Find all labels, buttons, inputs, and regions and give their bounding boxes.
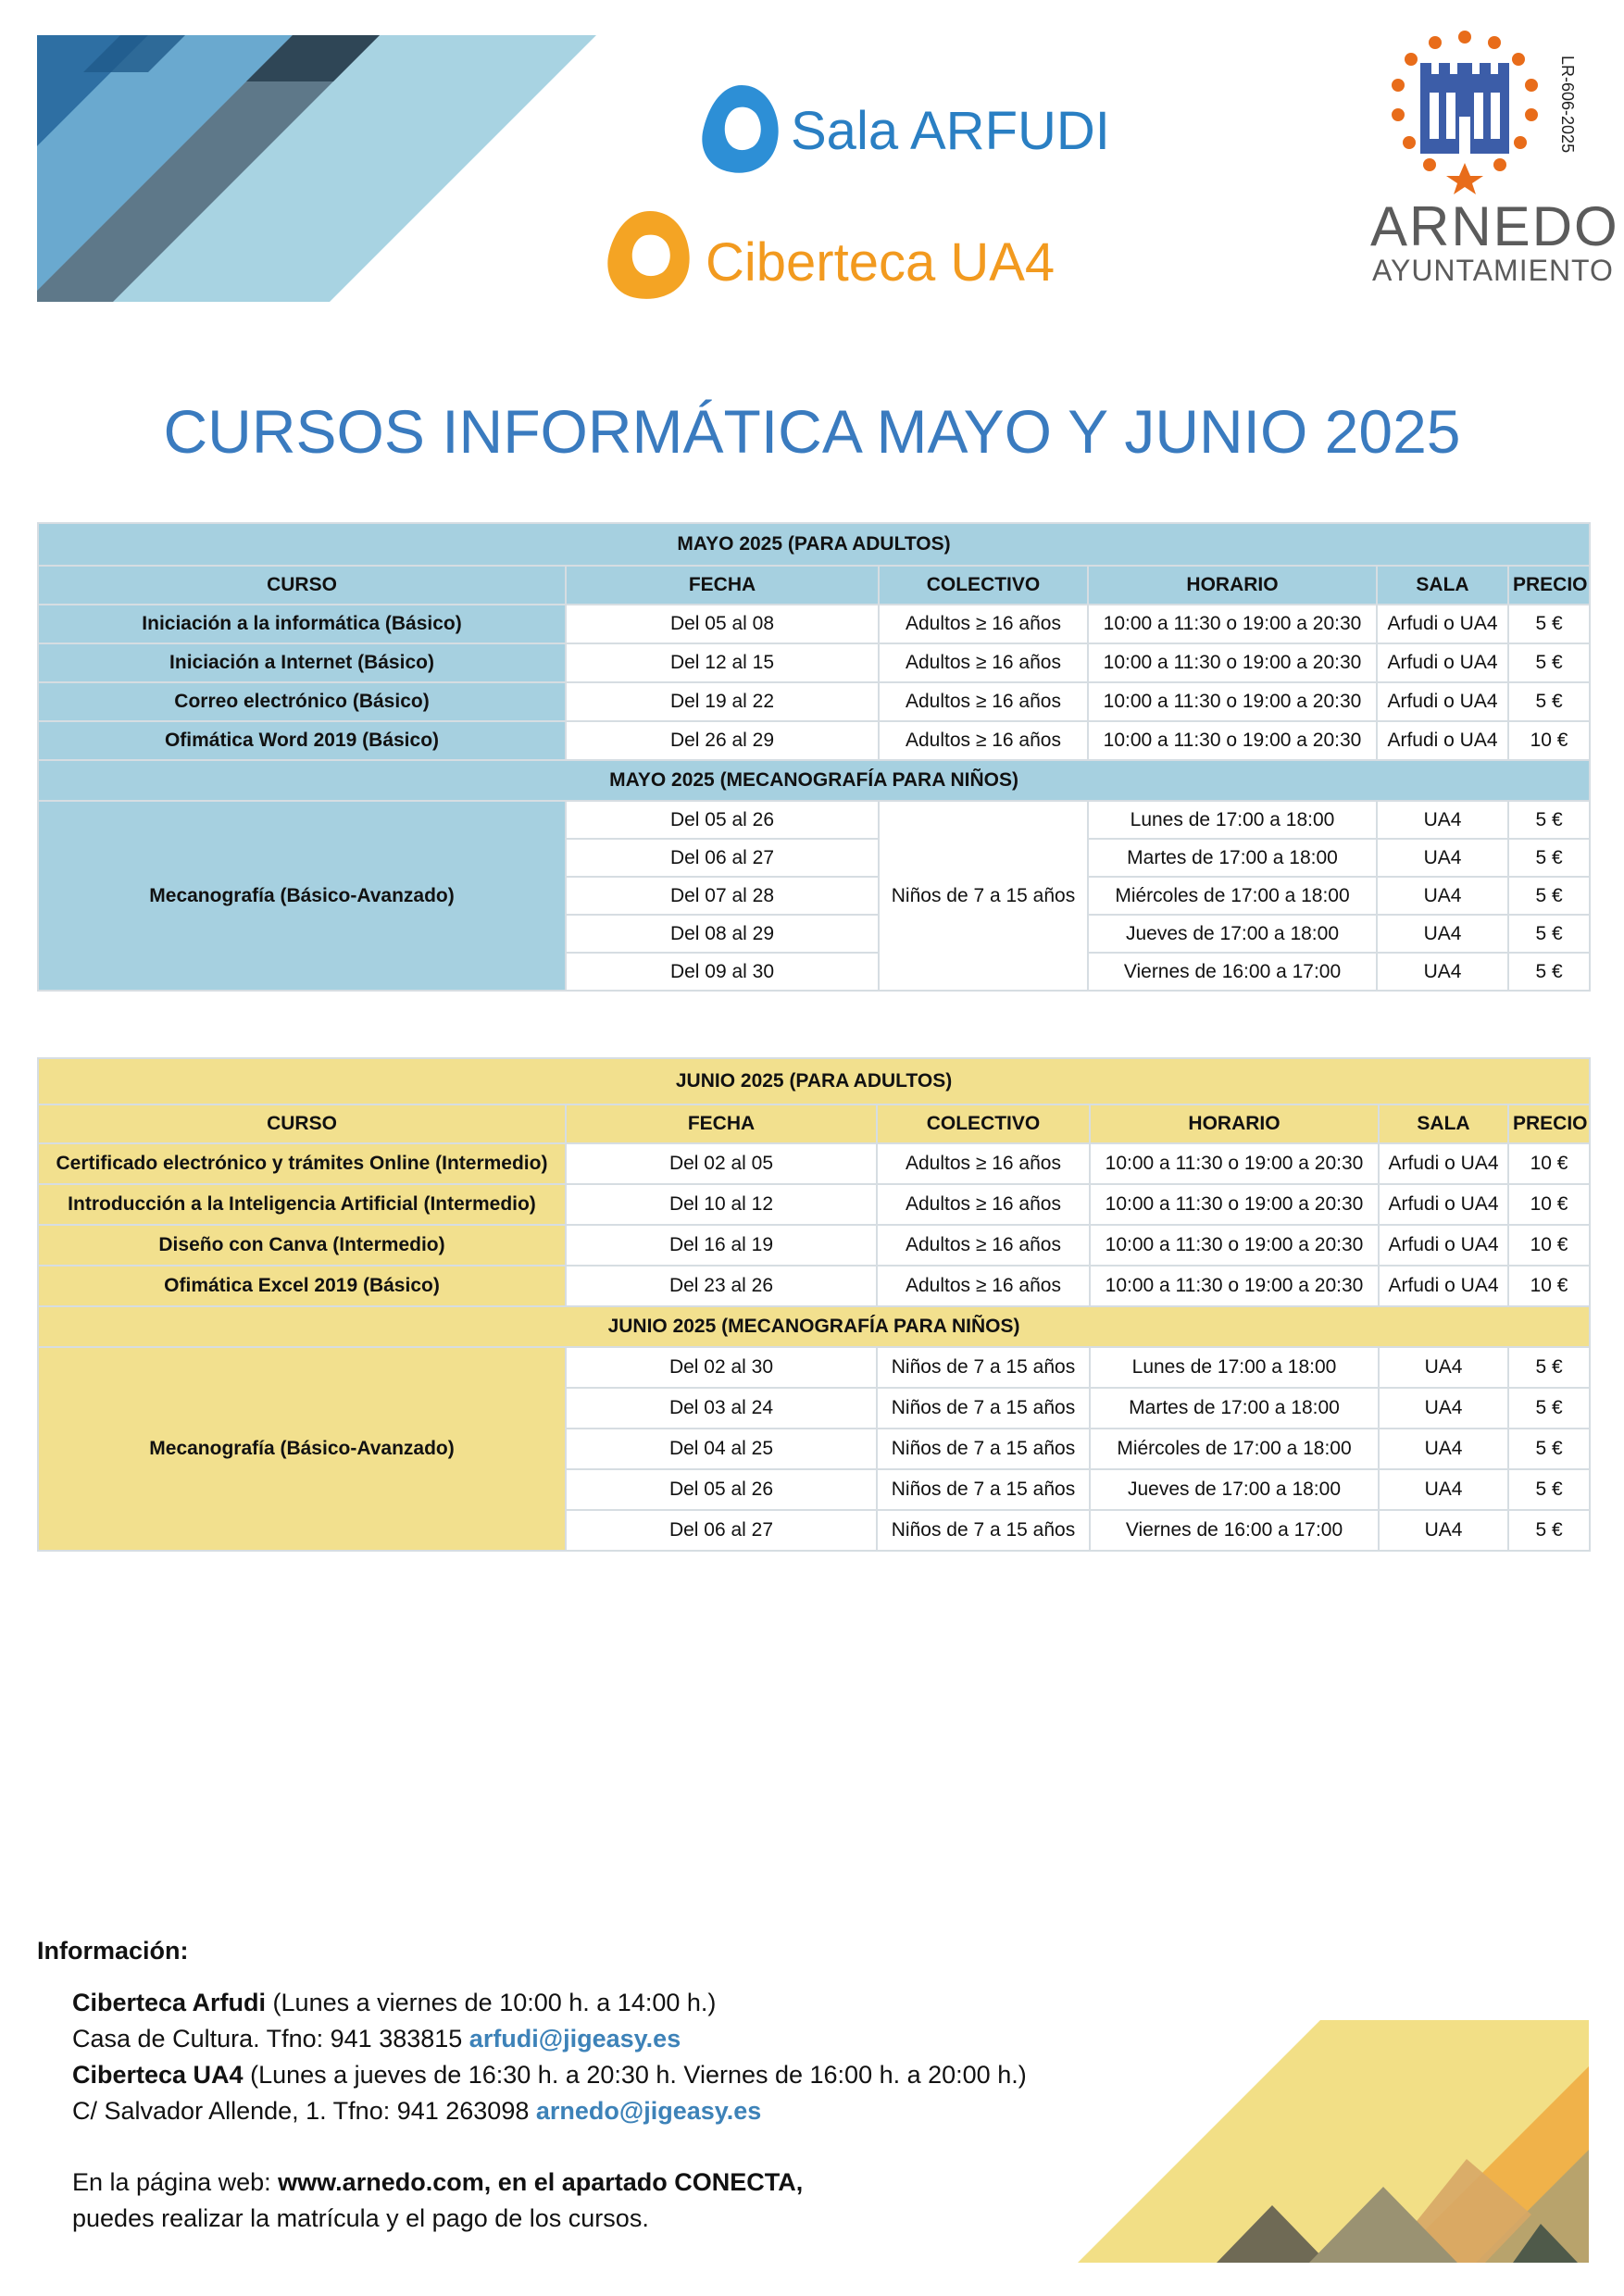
course-date: Del 06 al 27: [566, 839, 879, 877]
mayo-schedule-table: [37, 522, 1591, 992]
column-header: FECHA: [566, 566, 879, 605]
table-row: [38, 682, 1590, 721]
course-date: Del 10 al 12: [566, 1184, 877, 1225]
contact-details: [72, 1985, 1183, 2129]
course-room: Arfudi o UA4: [1377, 643, 1508, 682]
crest-code: LR-606-2025: [1558, 56, 1577, 154]
column-header: CURSO: [38, 566, 566, 605]
course-date: Del 12 al 15: [566, 643, 879, 682]
table-row: [38, 1184, 1590, 1225]
course-name: Ofimática Word 2019 (Básico): [38, 721, 566, 760]
arfudi-name: Ciberteca Arfudi: [72, 1989, 267, 2016]
course-name: Certificado electrónico y trámites Online (Intermedio): [38, 1143, 566, 1184]
course-name: Iniciación a la informática (Básico): [38, 605, 566, 643]
course-room: UA4: [1379, 1347, 1508, 1388]
course-name: Diseño con Canva (Intermedio): [38, 1225, 566, 1266]
course-room: UA4: [1379, 1510, 1508, 1551]
course-price: 5 €: [1508, 605, 1590, 643]
course-audience: Adultos ≥ 16 años: [879, 643, 1088, 682]
column-header: HORARIO: [1088, 566, 1377, 605]
ciberteca-ua4-logo: [602, 206, 1102, 315]
mayo-adults-title: MAYO 2025 (PARA ADULTOS): [38, 523, 1590, 566]
course-date: Del 04 al 25: [566, 1429, 877, 1469]
course-audience: Adultos ≥ 16 años: [879, 605, 1088, 643]
course-price: 5 €: [1508, 915, 1590, 953]
course-schedule: Miércoles de 17:00 a 18:00: [1090, 1429, 1379, 1469]
course-price: 5 €: [1508, 839, 1590, 877]
column-header: SALA: [1379, 1104, 1508, 1143]
course-price: 5 €: [1508, 1510, 1590, 1551]
column-header: COLECTIVO: [877, 1104, 1090, 1143]
arfudi-email-link[interactable]: arfudi@jigeasy.es: [468, 2025, 681, 2053]
course-audience: Adultos ≥ 16 años: [877, 1184, 1090, 1225]
course-date: Del 05 al 26: [566, 1469, 877, 1510]
column-header: CURSO: [38, 1104, 566, 1143]
course-date: Del 08 al 29: [566, 915, 879, 953]
course-audience: Adultos ≥ 16 años: [877, 1266, 1090, 1306]
table-row: [38, 1347, 1590, 1388]
course-schedule: 10:00 a 11:30 o 19:00 a 20:30: [1088, 721, 1377, 760]
course-date: Del 19 al 22: [566, 682, 879, 721]
course-room: Arfudi o UA4: [1377, 721, 1508, 760]
course-schedule: Miércoles de 17:00 a 18:00: [1088, 877, 1377, 915]
course-room: UA4: [1377, 953, 1508, 991]
column-header: PRECIO: [1508, 1104, 1590, 1143]
table-row: [38, 643, 1590, 682]
course-price: 5 €: [1508, 1388, 1590, 1429]
arfudi-address: Casa de Cultura. Tfno: 941 383815: [72, 2025, 469, 2053]
course-date: Del 26 al 29: [566, 721, 879, 760]
table-row: [38, 801, 1590, 839]
course-name: Introducción a la Inteligencia Artificial (Intermedio): [38, 1184, 566, 1225]
course-price: 5 €: [1508, 1347, 1590, 1388]
column-header: COLECTIVO: [879, 566, 1088, 605]
course-schedule: Jueves de 17:00 a 18:00: [1090, 1469, 1379, 1510]
course-date: Del 16 al 19: [566, 1225, 877, 1266]
column-header: HORARIO: [1090, 1104, 1379, 1143]
top-left-banner-graphic: [37, 35, 596, 302]
course-schedule: Lunes de 17:00 a 18:00: [1090, 1347, 1379, 1388]
course-name: Iniciación a Internet (Básico): [38, 643, 566, 682]
course-schedule: Jueves de 17:00 a 18:00: [1088, 915, 1377, 953]
course-price: 10 €: [1508, 1266, 1590, 1306]
course-room: Arfudi o UA4: [1379, 1184, 1508, 1225]
course-date: Del 05 al 08: [566, 605, 879, 643]
course-room: Arfudi o UA4: [1377, 605, 1508, 643]
course-audience: Adultos ≥ 16 años: [877, 1143, 1090, 1184]
course-date: Del 03 al 24: [566, 1388, 877, 1429]
course-schedule: 10:00 a 11:30 o 19:00 a 20:30: [1090, 1184, 1379, 1225]
course-date: Del 07 al 28: [566, 877, 879, 915]
course-price: 5 €: [1508, 953, 1590, 991]
course-schedule: Martes de 17:00 a 18:00: [1088, 839, 1377, 877]
course-schedule: Viernes de 16:00 a 17:00: [1088, 953, 1377, 991]
column-header: PRECIO: [1508, 566, 1590, 605]
column-header: FECHA: [566, 1104, 877, 1143]
course-name: Ofimática Excel 2019 (Básico): [38, 1266, 566, 1306]
course-schedule: 10:00 a 11:30 o 19:00 a 20:30: [1088, 643, 1377, 682]
course-date: Del 02 al 30: [566, 1347, 877, 1388]
sala-arfudi-text: Sala ARFUDI: [791, 101, 1110, 161]
ua4-email-link[interactable]: arnedo@jigeasy.es: [535, 2097, 762, 2125]
course-price: 10 €: [1508, 1184, 1590, 1225]
course-date: Del 05 al 26: [566, 801, 879, 839]
course-price: 5 €: [1508, 682, 1590, 721]
course-schedule: 10:00 a 11:30 o 19:00 a 20:30: [1088, 682, 1377, 721]
course-audience: Niños de 7 a 15 años: [877, 1429, 1090, 1469]
course-schedule: Viernes de 16:00 a 17:00: [1090, 1510, 1379, 1551]
course-audience: Adultos ≥ 16 años: [879, 682, 1088, 721]
course-audience: Niños de 7 a 15 años: [877, 1388, 1090, 1429]
crest-name: ARNEDO: [1370, 195, 1619, 257]
course-date: Del 02 al 05: [566, 1143, 877, 1184]
course-audience: Adultos ≥ 16 años: [879, 721, 1088, 760]
ua4-hours: (Lunes a jueves de 16:30 h. a 20:30 h. Viernes de 16:00 h. a 20:00 h.): [243, 2061, 1027, 2089]
course-price: 10 €: [1508, 1143, 1590, 1184]
course-room: Arfudi o UA4: [1379, 1266, 1508, 1306]
course-room: UA4: [1377, 801, 1508, 839]
course-audience: Adultos ≥ 16 años: [877, 1225, 1090, 1266]
info-label: Información:: [37, 1937, 189, 1965]
course-room: Arfudi o UA4: [1379, 1143, 1508, 1184]
course-audience: Niños de 7 a 15 años: [877, 1510, 1090, 1551]
course-price: 5 €: [1508, 801, 1590, 839]
course-name: Correo electrónico (Básico): [38, 682, 566, 721]
mayo-kids-title: MAYO 2025 (MECANOGRAFÍA PARA NIÑOS): [38, 760, 1590, 801]
kids-audience: Niños de 7 a 15 años: [879, 801, 1088, 991]
course-schedule: Martes de 17:00 a 18:00: [1090, 1388, 1379, 1429]
table-row: [38, 1266, 1590, 1306]
web-note-line2: puedes realizar la matrícula y el pago de los cursos.: [72, 2204, 649, 2232]
arfudi-swirl-icon: [696, 80, 787, 180]
bottom-right-banner-graphic: [1078, 2020, 1589, 2263]
course-room: UA4: [1377, 877, 1508, 915]
course-date: Del 09 al 30: [566, 953, 879, 991]
course-price: 5 €: [1508, 1469, 1590, 1510]
ua4-name: Ciberteca UA4: [72, 2061, 244, 2089]
course-price: 5 €: [1508, 877, 1590, 915]
table-row: [38, 605, 1590, 643]
table-row: [38, 1225, 1590, 1266]
arfudi-hours: (Lunes a viernes de 10:00 h. a 14:00 h.): [266, 1989, 717, 2016]
course-room: Arfudi o UA4: [1377, 682, 1508, 721]
web-note: [72, 2165, 1183, 2237]
junio-kids-title: JUNIO 2025 (MECANOGRAFÍA PARA NIÑOS): [38, 1306, 1590, 1347]
course-price: 10 €: [1508, 721, 1590, 760]
page-title: CURSOS INFORMÁTICA MAYO Y JUNIO 2025: [163, 397, 1461, 466]
castle-crest-icon: [1372, 28, 1557, 194]
junio-schedule-table: [37, 1057, 1591, 1552]
crest-subtitle: AYUNTAMIENTO: [1372, 254, 1614, 287]
course-room: Arfudi o UA4: [1379, 1225, 1508, 1266]
arnedo-ayuntamiento-crest: [1361, 28, 1619, 296]
course-audience: Niños de 7 a 15 años: [877, 1469, 1090, 1510]
ciberteca-ua4-text: Ciberteca UA4: [706, 232, 1056, 293]
web-prefix: En la página web:: [72, 2168, 279, 2196]
table-row: [38, 721, 1590, 760]
kids-course-name: Mecanografía (Básico-Avanzado): [38, 801, 566, 991]
course-room: UA4: [1379, 1469, 1508, 1510]
course-price: 10 €: [1508, 1225, 1590, 1266]
table-row: [38, 1143, 1590, 1184]
course-schedule: 10:00 a 11:30 o 19:00 a 20:30: [1088, 605, 1377, 643]
course-schedule: Lunes de 17:00 a 18:00: [1088, 801, 1377, 839]
course-audience: Niños de 7 a 15 años: [877, 1347, 1090, 1388]
column-header: SALA: [1377, 566, 1508, 605]
course-room: UA4: [1379, 1388, 1508, 1429]
course-price: 5 €: [1508, 643, 1590, 682]
ciberteca-swirl-icon: [602, 206, 698, 306]
course-room: UA4: [1377, 915, 1508, 953]
information-section: [37, 1937, 1027, 2232]
web-link[interactable]: www.arnedo.com, en el apartado CONECTA,: [278, 2168, 804, 2196]
course-schedule: 10:00 a 11:30 o 19:00 a 20:30: [1090, 1225, 1379, 1266]
course-date: Del 23 al 26: [566, 1266, 877, 1306]
course-date: Del 06 al 27: [566, 1510, 877, 1551]
course-room: UA4: [1377, 839, 1508, 877]
course-schedule: 10:00 a 11:30 o 19:00 a 20:30: [1090, 1266, 1379, 1306]
kids-course-name: Mecanografía (Básico-Avanzado): [38, 1347, 566, 1551]
course-room: UA4: [1379, 1429, 1508, 1469]
sala-arfudi-logo: [696, 80, 1110, 189]
course-schedule: 10:00 a 11:30 o 19:00 a 20:30: [1090, 1143, 1379, 1184]
course-price: 5 €: [1508, 1429, 1590, 1469]
ua4-address: C/ Salvador Allende, 1. Tfno: 941 263098: [72, 2097, 536, 2125]
junio-adults-title: JUNIO 2025 (PARA ADULTOS): [38, 1058, 1590, 1104]
